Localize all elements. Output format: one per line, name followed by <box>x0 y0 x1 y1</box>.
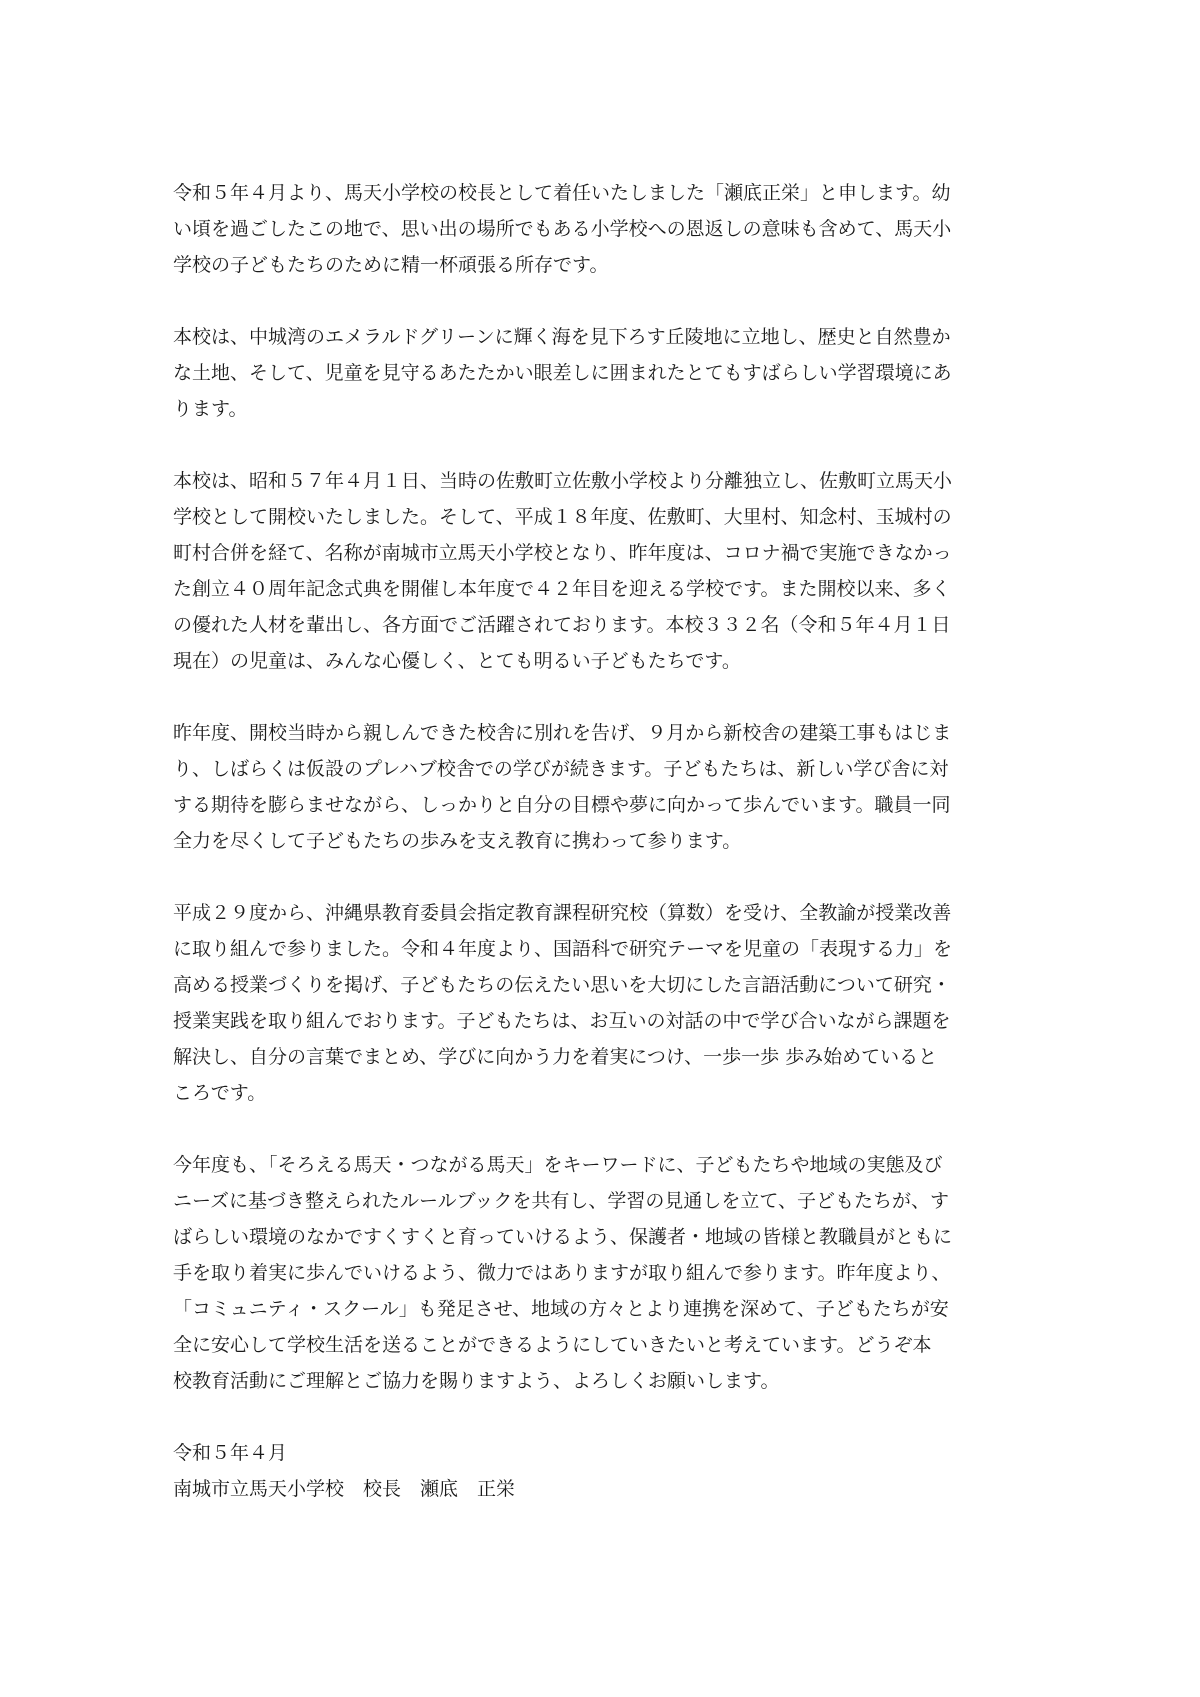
text-line: た創立４０周年記念式典を開催し本年度で４２年目を迎える学校です。また開校以来、多く <box>173 578 951 600</box>
text-line: な土地、そして、児童を見守るあたたかい眼差しに囲まれたとてもすばらしい学習環境にあ <box>173 362 952 384</box>
paragraph-new-building <box>173 715 1033 859</box>
signature-author: 南城市立馬天小学校 校長 瀬底 正栄 <box>173 1478 516 1500</box>
signature-block <box>173 1435 1033 1507</box>
text-line: 本校は、昭和５７年４月１日、当時の佐敷町立佐敷小学校より分離独立し、佐敷町立馬天小 <box>173 470 953 492</box>
text-line: ニーズに基づき整えられたルールブックを共有し、学習の見通しを立て、子どもたちが、す <box>173 1190 949 1212</box>
text-line: 学校として開校いたしました。そして、平成１８年度、佐敷町、大里村、知念村、玉城村の <box>173 506 952 528</box>
text-line: ります。 <box>173 398 248 420</box>
text-line: り、しばらくは仮設のプレハブ校舎での学びが続きます。子どもたちは、新しい学び舎に対 <box>173 758 949 780</box>
text-line: 「コミュニティ・スクール」も発足させ、地域の方々とより連携を深めて、子どもたちが安 <box>173 1298 949 1320</box>
text-line: 本校は、中城湾のエメラルドグリーンに輝く海を見下ろす丘陵地に立地し、歴史と自然豊か <box>173 326 951 348</box>
text-line: 町村合併を経て、名称が南城市立馬天小学校となり、昨年度は、コロナ禍で実施できなかっ <box>173 542 952 564</box>
text-line: 手を取り着実に歩んでいけるよう、微力ではありますが取り組んで参ります。昨年度より、 <box>173 1262 951 1284</box>
text-line: 全に安心して学校生活を送ることができるようにしていきたいと考えています。どうぞ本 <box>173 1334 932 1356</box>
text-line: 授業実践を取り組んでおります。子どもたちは、お互いの対話の中で学び合いながら課題を <box>173 1010 951 1032</box>
text-line: 昨年度、開校当時から親しんできた校舎に別れを告げ、９月から新校舎の建築工事もはじま <box>173 722 952 744</box>
text-line: 学校の子どもたちのために精一杯頑張る所存です。 <box>173 254 609 276</box>
text-line: 校教育活動にご理解とご協力を賜りますよう、よろしくお願いします。 <box>173 1370 780 1392</box>
paragraph-this-year <box>173 1147 1033 1399</box>
paragraph-environment <box>173 319 1033 427</box>
text-line: い頃を過ごしたこの地で、思い出の場所でもある小学校への恩返しの意味も含めて、馬天小 <box>173 218 952 240</box>
text-line: に取り組んで参りました。令和４年度より、国語科で研究テーマを児童の「表現する力」を <box>173 938 953 960</box>
text-line: ころです。 <box>173 1082 267 1104</box>
text-line: 解決し、自分の言葉でまとめ、学びに向かう力を着実につけ、一歩一歩 歩み始めていると <box>173 1046 938 1068</box>
paragraph-history <box>173 463 1033 679</box>
text-line: 平成２９度から、沖縄県教育委員会指定教育課程研究校（算数）を受け、全教諭が授業改善 <box>173 902 952 924</box>
signature-date: 令和５年４月 <box>173 1442 288 1464</box>
text-line: 今年度も、「そろえる馬天・つながる馬天」をキーワードに、子どもたちや地域の実態及び <box>173 1154 943 1176</box>
text-line: ばらしい環境のなかですくすくと育っていけるよう、保護者・地域の皆様と教職員がともに <box>173 1226 953 1248</box>
text-line: 令和５年４月より、馬天小学校の校長として着任いたしました「瀬底正栄」と申します。幼 <box>173 182 951 204</box>
text-line: 全力を尽くして子どもたちの歩みを支え教育に携わって参ります。 <box>173 830 742 852</box>
text-line: 現在）の児童は、みんな心優しく、とても明るい子どもたちです。 <box>173 650 741 672</box>
letter-body <box>173 175 1033 1507</box>
text-line: する期待を膨らませながら、しっかりと自分の目標や夢に向かって歩んでいます。職員一同 <box>173 794 951 816</box>
text-line: の優れた人材を輩出し、各方面でご活躍されております。本校３３２名（令和５年４月１日 <box>173 614 951 636</box>
text-line: 高める授業づくりを掲げ、子どもたちの伝えたい思いを大切にした言語活動について研究・ <box>173 974 951 996</box>
paragraph-greeting <box>173 175 1033 283</box>
paragraph-research <box>173 895 1033 1111</box>
